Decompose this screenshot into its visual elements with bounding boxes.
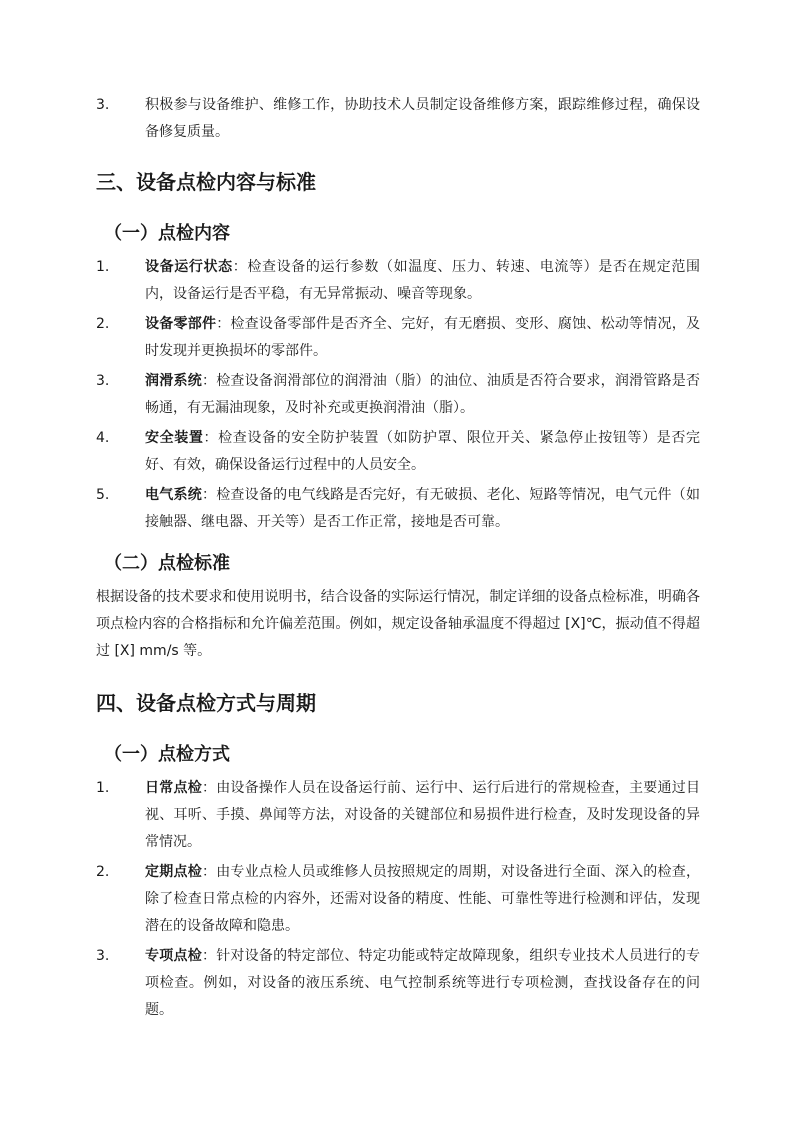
item-label: 安全装置 (145, 430, 204, 446)
list-text (145, 859, 700, 940)
item-description: ：检查设备的安全防护装置（如防护罩、限位开关、紧急停止按钮等）是否完好、有效，确保设备运行过程中的人员安全。 (145, 430, 701, 473)
item-label: 设备零部件 (145, 316, 217, 332)
list-number: 2. (96, 864, 110, 880)
list-number: 4. (96, 430, 110, 446)
section-heading-4: 四、设备点检方式与周期 (96, 691, 316, 715)
item-label: 专项点检 (145, 948, 202, 964)
item-label: 电气系统 (145, 487, 202, 503)
subsection-heading-inspection-standard: （二）点检标准 (104, 553, 230, 574)
inspection-standard-paragraph: 根据设备的技术要求和使用说明书，结合设备的实际运行情况，制定详细的设备点检标准，明确各项点检内容的合格指标和允许偏差范围。例如，规定设备轴承温度不得超过 [X]℃，振动值不得超过 [X] mm/s 等。 (96, 589, 700, 659)
subsection-heading-inspection-methods: （一）点检方式 (104, 744, 230, 765)
list-number: 5. (96, 487, 110, 503)
list-item (96, 943, 700, 1024)
list-item (96, 425, 700, 479)
list-item (96, 311, 700, 365)
list-item (96, 775, 700, 856)
list-text (145, 482, 700, 536)
section-heading-3: 三、设备点检内容与标准 (96, 170, 316, 194)
list-text (145, 368, 700, 422)
list-text (145, 311, 700, 365)
list-item-intro (96, 92, 700, 146)
inspection-content-list (96, 254, 700, 536)
list-number: 2. (96, 316, 110, 332)
item-description: ：针对设备的特定部位、特定功能或特定故障现象，组织专业技术人员进行的专项检查。例如，对设备的液压系统、电气控制系统等进行专项检测，查找设备存在的问题。 (145, 948, 701, 1018)
list-text (145, 775, 700, 856)
item-description: ：检查设备的电气线路是否完好，有无破损、老化、短路等情况，电气元件（如接触器、继电器、开关等）是否工作正常，接地是否可靠。 (145, 487, 701, 530)
item-label: 定期点检 (145, 864, 202, 880)
list-text (145, 254, 700, 308)
item-description: ：检查设备润滑部位的润滑油（脂）的油位、油质是否符合要求，润滑管路是否畅通，有无漏油现象，及时补充或更换润滑油（脂）。 (145, 373, 701, 416)
item-description: ：检查设备的运行参数（如温度、压力、转速、电流等）是否在规定范围内，设备运行是否平稳，有无异常振动、噪音等现象。 (145, 259, 701, 302)
list-item (96, 482, 700, 536)
list-number: 3. (96, 97, 110, 113)
item-label: 日常点检 (145, 780, 202, 796)
inspection-methods-list (96, 775, 700, 1024)
list-text: 积极参与设备维护、维修工作，协助技术人员制定设备维修方案，跟踪维修过程，确保设备修复质量。 (145, 97, 700, 140)
item-label: 设备运行状态 (145, 259, 233, 275)
item-description: ：检查设备零部件是否齐全、完好，有无磨损、变形、腐蚀、松动等情况，及时发现并更换损坏的零部件。 (145, 316, 701, 359)
list-number: 1. (96, 780, 110, 796)
item-label: 润滑系统 (145, 373, 202, 389)
list-item (96, 254, 700, 308)
item-description: ：由设备操作人员在设备运行前、运行中、运行后进行的常规检查，主要通过目视、耳听、手摸、鼻闻等方法，对设备的关键部位和易损件进行检查，及时发现设备的异常情况。 (145, 780, 701, 850)
list-text (145, 943, 700, 1024)
list-number: 3. (96, 373, 110, 389)
item-description: ：由专业点检人员或维修人员按照规定的周期，对设备进行全面、深入的检查，除了检查日常点检的内容外，还需对设备的精度、性能、可靠性等进行检测和评估，发现潜在的设备故障和隐患。 (145, 864, 701, 934)
list-item (96, 859, 700, 940)
list-text (145, 425, 700, 479)
list-number: 3. (96, 948, 110, 964)
subsection-heading-inspection-content: （一）点检内容 (104, 223, 230, 244)
document-page (96, 92, 700, 1024)
list-item (96, 368, 700, 422)
list-number: 1. (96, 259, 110, 275)
